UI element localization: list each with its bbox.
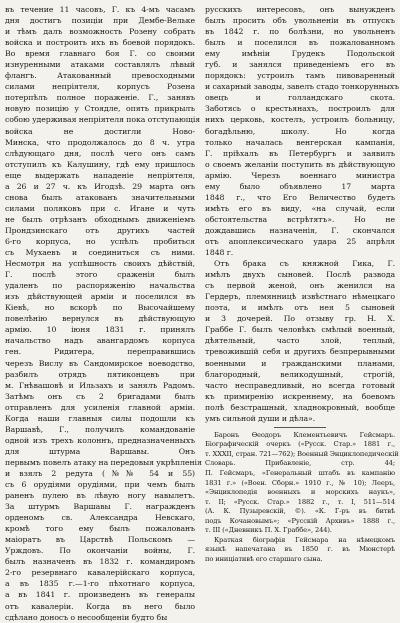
text-line: часто несправедливый, но всегда готовый [205, 380, 395, 390]
text-line: собою удерживая непріятеля пока отступающія [5, 115, 201, 125]
text-line: Гердеръ, племянницѣ извѣстнаго нѣмецкаго [205, 292, 395, 302]
text-line: Краткая біографія Гейсмара на нѣмецкомъ [214, 535, 395, 544]
text-line: Отъ брака съ княжной Гика, Г. [214, 259, 395, 269]
text-line: Граббе Г. былъ человѣкъ смѣлый военный, [205, 325, 395, 335]
text-line: черезъ Вислу въ Сандомирское воеводство, [5, 358, 195, 368]
text-line: Біографическій очеркъ («Русск. Стар.» 1881 г., [205, 440, 395, 449]
text-line: силами непріятеля, корпусъ Розена [5, 82, 195, 92]
text-line: а въ 1841 г. произведенъ въ генералы [5, 590, 195, 600]
text-line: военными и гражданскими планами, [205, 358, 395, 368]
text-line: полѣ безстрашный, хладнокровный, вообще [205, 402, 395, 412]
text-line: Варшавѣ, Г., получилъ командованіе [5, 424, 195, 434]
text-line: 6-го корпуса, но успѣлъ пробиться [5, 236, 195, 246]
text-line: съ 6 орудіями орудіями, при чемъ былъ [5, 480, 195, 490]
text-line: порядокъ: устроилъ тамъ пивоваренный [205, 71, 395, 81]
text-line: (А. К. Пузыревскій, ©). «К. Г-ръ въ битвѣ [205, 507, 395, 516]
text-line: былъ и поселился въ пожалованномъ [205, 38, 395, 48]
text-line: 1848 г. [205, 248, 234, 258]
text-line: только началась венгерская кампанія, [205, 137, 395, 147]
right-column [205, 4, 399, 576]
text-line: русскихъ интересовъ, онъ вынужденъ [205, 5, 395, 14]
text-line: имѣлъ двухъ сыновей. Послѣ развода [205, 270, 395, 280]
text-line: изъ дѣйствующей арміи и поселился въ [5, 292, 195, 302]
text-line: тревожившій себя и другихъ безпрерывными [205, 347, 395, 357]
text-line: Словарь. Прибавленіе, стр. 44; [205, 459, 395, 468]
text-line: Г. послѣ этого сраженія былъ [5, 270, 195, 280]
text-line: въ течение 11 часовъ, Г. къ 4-мъ часамъ [5, 5, 195, 14]
text-line: ген. Ридигера, переправившись [5, 347, 195, 357]
text-line: первымъ повелъ атаку на передовыя укрѣпленія [5, 457, 202, 467]
text-line: о своемъ желаніи поступить въ дѣйствующую [205, 159, 395, 169]
text-line: разбилъ отрядъ пятиконцевъ при [5, 369, 195, 379]
text-line: губ. и занялся приведеніемъ его въ [205, 60, 395, 70]
text-line: дождавшись назначенія, Г. скончался [205, 225, 395, 235]
text-line: ему было объявлено 17 марта [205, 181, 395, 191]
text-line: сдѣлано доносъ о несообщеніи будто бы [5, 612, 168, 622]
text-line: орденомъ св. Александра Невскаго, [5, 513, 195, 523]
text-line: 1848 г., что Его Величество будетъ [205, 192, 395, 202]
text-line: Затѣмъ онъ съ 2 бригадами былъ [5, 391, 195, 401]
text-line: для штурма Варшавы. Онъ [5, 446, 195, 456]
text-line: раненъ пулею въ лѣвую ногу навылетъ. [5, 491, 195, 501]
text-line: м. Гнѣвашовѣ и Ильзахъ и занялъ Радомъ. [5, 380, 195, 390]
text-line: Прондзинскаго отъ другихъ частей [5, 225, 195, 235]
left-text [5, 4, 202, 623]
text-line: Несмотря на успѣшность своихъ дѣйствій, [5, 259, 195, 269]
text-line: поэта, и имѣлъ отъ нея 5 сыновей [205, 303, 395, 313]
text-line: отъ апоплексическаго удара 25 апрѣля [205, 236, 395, 246]
text-line: Г. пріѣхалъ въ Петербургъ и заявилъ [205, 148, 395, 158]
text-line: снова былъ атакованъ значительными [5, 192, 195, 202]
text-line: и сахарный заводы, завелъ стадо тонкорунныхъ [205, 82, 399, 92]
text-line: начальство надъ авангардомъ корпуса [5, 336, 195, 346]
text-line: отъ кавалеріи. Когда въ него было [5, 601, 195, 611]
text-line: еще выдержать нападеніе непріятеля, [5, 170, 195, 180]
text-line: въ 1842 г. по болѣзни, но увольненъ [205, 27, 395, 37]
text-line: т. II; «Русск. Стар.» 1882 г., т. I, 511—514 [205, 497, 395, 506]
text-line: дня достигъ позиціи при Дембе-Вельке [5, 16, 195, 26]
text-line: одной изъ трехъ колоннъ, предназначенныхъ [5, 435, 195, 445]
text-line: не былъ отрѣзанъ обходнымъ движеніемъ [5, 214, 195, 224]
paragraph-2 [205, 258, 395, 424]
text-line: 2-го резервнаго кавалерійскаго корпуса, [5, 568, 195, 578]
text-line: былъ назначенъ въ 1832 г. командиромъ [5, 557, 195, 567]
text-line: языкѣ напечатана въ 1850 г. въ Мюнстерѣ [205, 545, 395, 554]
text-line: Когда наши главныя силы подошли къ [5, 413, 195, 423]
text-line: и тѣмъ далъ возможность Розену собрать [5, 27, 195, 37]
text-line: подъ Кочановымъ»; «Русскій Архивъ» 1888 г., [205, 516, 395, 525]
text-line: изнуренными атаками составлялъ лѣвый [5, 60, 195, 70]
text-line: по иниціативѣ его старшаго сына. [205, 554, 323, 563]
text-line: войска и построить ихъ въ боевой порядокъ. [5, 38, 195, 48]
text-line: Кіевѣ, но вскорѣ по Высочайшему [5, 303, 195, 313]
text-line: потерпѣлъ полное пораженіе. Г., занявъ [5, 93, 195, 103]
text-line: обстоятельства встрѣтятъ». Но не [205, 214, 395, 224]
text-line: Заботясь о крестьянахъ, построилъ для [205, 104, 395, 114]
text-line: кромѣ того ему былъ пожалованъ [5, 524, 195, 534]
text-line: слѣдующаго дня, послѣ чего онъ самъ [5, 148, 195, 158]
text-line: ему имѣніи Грудекъ Подольской [205, 49, 395, 59]
text-line: флангъ. Атакованный превосходными [5, 71, 195, 81]
text-line: отступилъ къ Калушину, гдѣ ему пришлось [5, 159, 195, 169]
text-line: дѣятельный, часто злой, теплый, [205, 336, 395, 346]
text-line: богадѣльню, школу. Но когда [205, 126, 395, 136]
text-line: нихъ церковь, костелъ, устроилъ больницу, [205, 115, 395, 125]
text-line: Минска, что продолжалось до 8 ч. утра [5, 137, 195, 147]
note [205, 536, 395, 565]
text-line: къ примиренію искреннему, на боевомъ [205, 391, 395, 401]
text-line: армію. 10 іюня 1831 г. принялъ [5, 325, 195, 335]
divider [274, 427, 326, 428]
text-line: силами поляковъ при с. Игане и чуть [5, 203, 195, 213]
text-line: овецъ и голландскаго скота. [205, 93, 395, 103]
text-line: съ Мухаевъ и соединиться съ ними. [5, 248, 195, 258]
text-line: умъ сильной души и дѣла». [205, 413, 316, 423]
text-line: и 3 дочерей. По отзыву гр. Н. Х. [205, 314, 395, 324]
left-column [5, 4, 202, 622]
text-line: Баронъ Ѳеодоръ Клементьевичъ Гейсмаръ. [214, 430, 395, 439]
text-line: съ первой женой, онъ женился на [205, 281, 395, 291]
text-line: маіоратъ въ Царствѣ Польскомъ — [5, 535, 195, 545]
text-line: благородный, великодушный, строгій, [205, 369, 395, 379]
text-line: «Энциклопедія военныхъ и морскихъ наукъ», [205, 488, 395, 497]
text-line: и взялъ 2 редута (№№ 54 и 55) [5, 468, 195, 478]
text-line: армію. Черезъ военнаго министра [205, 170, 395, 180]
text-line: 1831 г.» («Воен. Сборн.» 1910 г., № 10); Лееръ, [205, 478, 395, 487]
text-line: а въ 1835 г.—1-го пѣхотнаго корпуса, [5, 579, 195, 589]
references [205, 430, 399, 536]
text-line: новую позицію у Стоядле, опять прикрылъ [5, 104, 195, 114]
text-line: удаленъ по распоряженію начальства [5, 281, 195, 291]
text-line: войска не достигли Ново- [5, 126, 195, 136]
text-line: т. XXXII, стран. 721—762); Военный Энциклопедическій [205, 449, 399, 458]
text-line: За штурмъ Варшавы Г. награжденъ [5, 502, 195, 512]
text-line: имѣть его въ виду, «на случай, если [205, 203, 395, 213]
text-line: отправленъ для усиленія главной арміи. [5, 402, 195, 412]
text-line: а 26 и 27 ч. къ Игодзѣ. 29 марта онъ [5, 181, 195, 191]
text-line: былъ просить объ увольненіи въ отпускъ [205, 16, 395, 26]
text-line: Во время главнаго боя Г. со своими [5, 49, 195, 59]
text-line: повелѣнію вернулся въ дѣйствующую [5, 314, 195, 324]
paragraph-1 [205, 4, 399, 258]
text-line: т. III («Дневникъ П. Х. Граббе», 244). [205, 526, 332, 535]
text-line: П. Гейсмаръ, «Генеральный штабъ въ кампанію [205, 468, 395, 477]
text-line: Урждовъ. По окончаніи войны, Г. [5, 546, 195, 556]
